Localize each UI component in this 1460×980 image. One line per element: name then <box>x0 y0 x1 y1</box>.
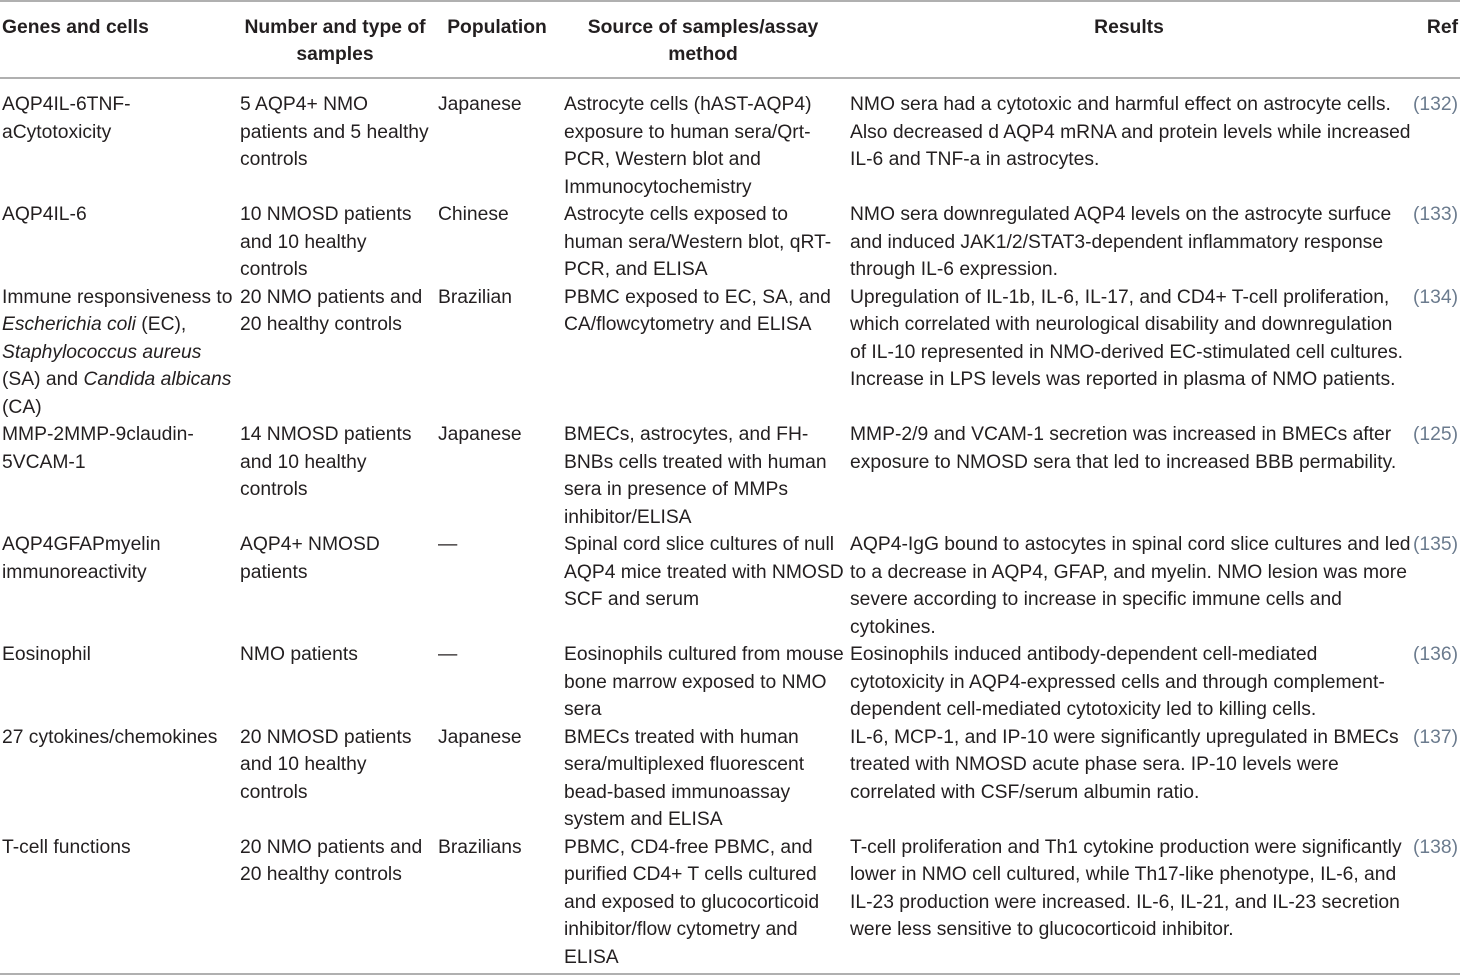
cell-genes: AQP4IL-6 <box>2 204 87 225</box>
cell-population: — <box>438 534 458 555</box>
cell-number: 20 NMO patients and 20 healthy controls <box>240 286 423 335</box>
cell-number: 20 NMOSD patients and 10 healthy controls <box>240 726 412 803</box>
cell-source: BMECs treated with human sera/multiplexed fluorescent bead-based immunoassay system and ELISA <box>564 726 805 830</box>
cell-population: — <box>438 644 458 665</box>
cell-population: Chinese <box>438 204 509 225</box>
cell-results: T-cell proliferation and Th1 cytokine production were significantly lower in NMO cell cultured, while Th17-like phenotype, IL-6, and IL-23 production were increased. IL-6, IL-21, and IL-23 secretion were less sensitive to glucocorticoid inhibitor. <box>846 834 1412 975</box>
cell-population: Japanese <box>438 424 522 445</box>
table-row <box>0 284 1460 422</box>
cell-genes: AQP4IL-6TNF-aCytotoxicity <box>2 94 131 143</box>
cell-genes: MMP-2MMP-9claudin-5VCAM-1 <box>2 424 194 473</box>
header-results: Results <box>846 1 1412 78</box>
table-body <box>0 78 1460 974</box>
cell-genes: Eosinophil <box>2 644 91 665</box>
cell-results: IL-6, MCP-1, and IP-10 were significantly upregulated in BMECs treated with NMOSD acute phase sera. IP-10 levels were correlated with CSF/serum albumin ratio. <box>850 726 1399 803</box>
table-row <box>0 531 1460 641</box>
cell-population: Japanese <box>438 94 522 115</box>
genes-text: (EC), <box>135 314 187 335</box>
cell-ref: (132) <box>1412 94 1458 115</box>
genes-text: Immune responsiveness to <box>2 286 233 308</box>
cell-population: Japanese <box>438 726 522 748</box>
header-number: Number and type of samples <box>236 1 434 78</box>
cell-genes: AQP4GFAPmyelin immunoreactivity <box>2 534 161 583</box>
cell-number: 5 AQP4+ NMO patients and 5 healthy controls <box>240 94 429 170</box>
cell-ref: (134) <box>1412 286 1458 308</box>
table-row <box>0 78 1460 201</box>
cell-number: NMO patients <box>240 644 358 665</box>
table-header <box>0 1 1460 78</box>
table-row <box>0 641 1460 724</box>
header-source: Source of samples/assay method <box>560 1 846 78</box>
cell-ref: (133) <box>1412 204 1458 225</box>
header-row <box>0 1 1460 78</box>
cell-ref: (137) <box>1412 726 1458 748</box>
cell-source: Astrocyte cells (hAST-AQP4) exposure to human sera/Qrt-PCR, Western blot and Immunocytochemistry <box>564 94 812 198</box>
cell-source: Eosinophils cultured from mouse bone marrow exposed to NMO sera <box>564 644 844 720</box>
cell-results: NMO sera had a cytotoxic and harmful effect on astrocyte cells. Also decreased d AQP4 mRNA and protein levels while increased IL-6 and TNF-a in astrocytes. <box>850 94 1411 170</box>
cell-ref: (136) <box>1412 644 1458 665</box>
cell-source: PBMC exposed to EC, SA, and CA/flowcytometry and ELISA <box>564 286 831 335</box>
cell-ref: (125) <box>1412 424 1458 445</box>
header-population: Population <box>434 1 560 78</box>
genes-text: (CA) <box>2 396 42 418</box>
cell-results: AQP4-IgG bound to astocytes in spinal cord slice cultures and led to a decrease in AQP4, GFAP, and myelin. NMO lesion was more severe according to increase in specific immune cells and cytokines. <box>850 534 1411 638</box>
cell-ref: (138) <box>1412 834 1460 975</box>
cell-source: Spinal cord slice cultures of null AQP4 mice treated with NMOSD SCF and serum <box>564 534 844 610</box>
cell-genes: T-cell functions <box>0 834 236 975</box>
cell-results: Eosinophils induced antibody-dependent cell-mediated cytotoxicity in AQP4-expressed cells and through complement-dependent cell-mediated cytotoxicity led to killing cells. <box>850 644 1385 720</box>
genes-species-ecoli: Escherichia coli <box>2 314 136 335</box>
cell-source: Astrocyte cells exposed to human sera/Western blot, qRT-PCR, and ELISA <box>564 204 832 280</box>
table-row <box>0 201 1460 284</box>
cell-ref: (135) <box>1412 534 1458 555</box>
cell-genes: 27 cytokines/chemokines <box>2 726 218 748</box>
cell-results: NMO sera downregulated AQP4 levels on the astrocyte surfuce and induced JAK1/2/STAT3-dependent inflammatory response through IL-6 expression. <box>850 204 1392 280</box>
table-row <box>0 421 1460 531</box>
cell-number: 14 NMOSD patients and 10 healthy controls <box>240 424 412 500</box>
cell-source: BMECs, astrocytes, and FH-BNBs cells treated with human sera in presence of MMPs inhibitor/ELISA <box>564 424 827 528</box>
header-genes: Genes and cells <box>0 1 236 78</box>
cell-number: AQP4+ NMOSD patients <box>240 534 380 583</box>
cell-number: 10 NMOSD patients and 10 healthy controls <box>240 204 412 280</box>
table-row <box>0 724 1460 834</box>
header-ref: Ref <box>1412 1 1460 78</box>
cell-source: PBMC, CD4-free PBMC, and purified CD4+ T cells cultured and exposed to glucocorticoid inhibitor/flow cytometry and ELISA <box>560 834 846 975</box>
cell-number: 20 NMO patients and 20 healthy controls <box>236 834 434 975</box>
cell-population: Brazilians <box>434 834 560 975</box>
cell-population: Brazilian <box>438 286 512 308</box>
cell-genes <box>0 284 236 422</box>
table-row <box>0 834 1460 975</box>
genes-species-calbicans: Candida albicans <box>83 369 232 390</box>
genes-text: (SA) and <box>2 369 84 390</box>
cell-results: MMP-2/9 and VCAM-1 secretion was increased in BMECs after exposure to NMOSD sera that led to increased BBB permability. <box>850 424 1397 473</box>
genes-species-saureus: Staphylococcus aureus <box>2 341 202 363</box>
cell-results: Upregulation of IL-1b, IL-6, IL-17, and CD4+ T-cell proliferation, which correlated with neurological disability and downregulation of IL-10 represented in NMO-derived EC-stimulated cell cultures. Increase in LPS levels was reported in plasma of NMO patients. <box>850 286 1403 390</box>
